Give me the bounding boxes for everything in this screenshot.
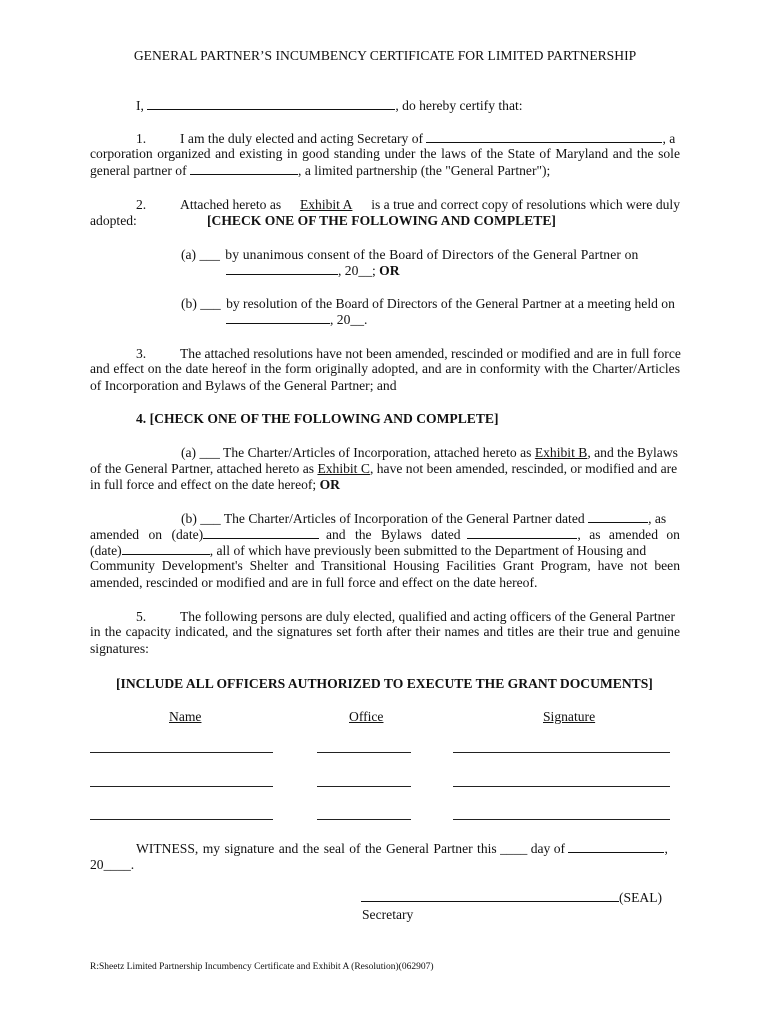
exhibit-b-ref: Exhibit B <box>534 445 588 460</box>
document-title: GENERAL PARTNER’S INCUMBENCY CERTIFICATE FOR LIMITED PARTNERSHIP <box>133 48 637 63</box>
p1-number: 1. <box>136 131 147 146</box>
option-a-year-blank[interactable]: __ <box>358 263 372 278</box>
intro-line <box>136 97 523 114</box>
p4b-line-3: (date) , all of which have previously been submitted to the Department of Housing and <box>90 543 647 558</box>
column-office: Office <box>349 709 384 724</box>
p4b-line-5: amended, rescinded or modified and are in full force and effect on the date hereof. <box>90 575 538 590</box>
charter-amended-date-blank[interactable] <box>203 526 319 539</box>
p1-line-1-text <box>180 130 675 147</box>
p4b-line-2: amended on (date) and the Bylaws dated , as amended on <box>90 527 680 542</box>
p1-text-b: , a <box>662 131 676 146</box>
column-name: Name <box>169 709 202 724</box>
p4a-line-1: (a) ___ The Charter/Articles of Incorporation, attached hereto as Exhibit B, and the Bylaws <box>181 445 678 460</box>
secretary-label: Secretary <box>362 907 414 922</box>
witness-year-line: 20____. <box>90 857 135 872</box>
witness-month-blank[interactable] <box>568 840 664 853</box>
p5-number: 5. <box>136 609 147 624</box>
general-partner-of-blank[interactable] <box>190 162 298 175</box>
option-b-date-blank[interactable] <box>226 311 330 324</box>
option-b-text: by resolution of the Board of Directors of the General Partner at a meeting held on <box>226 296 675 311</box>
p4-heading: 4. [CHECK ONE OF THE FOLLOWING AND COMPLETE] <box>136 411 499 426</box>
p3-line-1: The attached resolutions have not been amended, rescinded or modified and are in full force <box>180 346 681 361</box>
charter-date-blank[interactable] <box>588 510 648 523</box>
secretary-signature-blank[interactable] <box>361 889 619 902</box>
bylaws-amended-date-blank[interactable] <box>122 542 210 555</box>
p1-text-d: general partner of <box>90 163 187 178</box>
officer-3-signature-line[interactable] <box>453 819 670 820</box>
p3-line-3: of Incorporation and Bylaws of the General Partner; and <box>90 378 397 393</box>
p4a-line-3: in full force and effect on the date hereof; OR <box>90 477 340 492</box>
p5-line-2: in the capacity indicated, and the signatures set forth after their names and titles are their true and genuine <box>90 624 680 639</box>
witness-day-blank[interactable]: ____ <box>500 841 528 856</box>
exhibit-c-ref: Exhibit C <box>317 461 370 476</box>
p2-text-a: Attached hereto as <box>180 197 282 212</box>
officer-3-office-line[interactable] <box>317 819 411 820</box>
officer-2-signature-line[interactable] <box>453 786 670 787</box>
p5-line-3: signatures: <box>90 641 149 656</box>
officer-2-name-line[interactable] <box>90 786 273 787</box>
secretary-of-blank[interactable] <box>426 130 662 143</box>
p2-option-a-date: , 20__; OR <box>226 262 400 279</box>
seal-line <box>361 889 662 906</box>
officer-2-office-line[interactable] <box>317 786 411 787</box>
option-a-date-blank[interactable] <box>226 262 338 275</box>
witness-year-blank[interactable]: ____ <box>103 857 131 872</box>
option-b-checkbox[interactable]: ___ <box>200 296 221 311</box>
document-footer: R:Sheetz Limited Partnership Incumbency Certificate and Exhibit A (Resolution)(062907) <box>90 962 434 972</box>
p2-adopted: adopted: <box>90 213 137 228</box>
p3-number: 3. <box>136 346 147 361</box>
p4b-checkbox[interactable]: ___ <box>200 511 221 526</box>
p1-text-a: I am the duly elected and acting Secretary of <box>180 131 424 146</box>
p2-check-instruction: [CHECK ONE OF THE FOLLOWING AND COMPLETE] <box>207 213 556 228</box>
p2-option-b-date: , 20__. <box>226 311 367 328</box>
officer-3-name-line[interactable] <box>90 819 273 820</box>
p3-line-2: and effect on the date hereof in the form originally adopted, and are in conformity with the Charter/Articles <box>90 361 680 376</box>
option-b-label: (b) <box>181 296 197 311</box>
seal-label: (SEAL) <box>619 890 663 905</box>
intro-pre: I, <box>136 98 144 113</box>
option-b-year-blank[interactable]: __ <box>350 312 364 327</box>
p1-line-2: corporation organized and existing in good standing under the laws of the State of Maryland and the sole <box>90 146 680 161</box>
officer-1-office-line[interactable] <box>317 752 411 753</box>
p4b-line-4: Community Development's Shelter and Transitional Housing Facilities Grant Program, have not been <box>90 558 680 573</box>
certifier-name-blank[interactable] <box>147 97 395 110</box>
p2-text-b: is a true and correct copy of resolutions which were duly <box>371 197 680 212</box>
intro-post: , do hereby certify that: <box>395 98 523 113</box>
p2-line-1 <box>180 196 680 213</box>
p5-line-1: The following persons are duly elected, qualified and acting officers of the General Partner <box>180 609 675 624</box>
p2-option-a <box>181 246 680 263</box>
p1-line-1 <box>136 130 146 147</box>
option-a-text: by unanimous consent of the Board of Directors of the General Partner on <box>225 247 639 262</box>
officer-1-signature-line[interactable] <box>453 752 670 753</box>
p4a-line-2: of the General Partner, attached hereto as Exhibit C, have not been amended, rescinded, or modified and are <box>90 461 678 476</box>
include-officers-instruction: [INCLUDE ALL OFFICERS AUTHORIZED TO EXECUTE THE GRANT DOCUMENTS] <box>116 676 653 691</box>
witness-line: WITNESS, my signature and the seal of the General Partner this ____ day of , <box>136 841 668 856</box>
p4a-checkbox[interactable]: ___ <box>199 445 220 460</box>
option-a-label: (a) <box>181 247 197 262</box>
p1-line-3 <box>90 162 550 179</box>
p2-number: 2. <box>136 197 147 212</box>
bylaws-date-blank[interactable] <box>467 526 577 539</box>
exhibit-a-ref: Exhibit A <box>299 197 353 212</box>
p4b-line-1: (b) ___ The Charter/Articles of Incorporation of the General Partner dated , as <box>181 511 667 526</box>
column-signature: Signature <box>543 709 596 724</box>
officer-1-name-line[interactable] <box>90 752 273 753</box>
p2-option-b <box>181 295 675 312</box>
option-a-checkbox[interactable]: ___ <box>199 247 220 262</box>
p1-text-e: , a limited partnership (the "General Partner"); <box>298 163 551 178</box>
